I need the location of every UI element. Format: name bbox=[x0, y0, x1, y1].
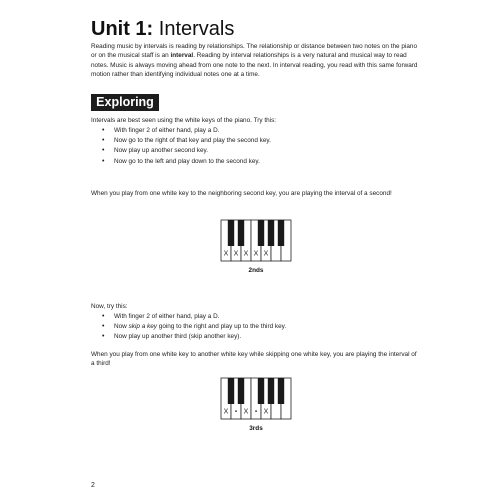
seconds-caption: 2nds bbox=[248, 267, 264, 274]
list-item: • With finger 2 of either hand, play a D. bbox=[91, 126, 271, 136]
list-item: • Now play up another second key. bbox=[91, 146, 271, 156]
thirds-caption: 3rds bbox=[249, 425, 263, 432]
thirds-summary: When you play from one white key to another white key while skipping one white key, you are playing the interval of a third! bbox=[91, 351, 417, 368]
played-key-mark: X bbox=[253, 250, 259, 258]
page-title bbox=[91, 17, 234, 41]
black-key bbox=[258, 378, 264, 404]
played-key-mark: X bbox=[223, 250, 229, 258]
black-key bbox=[238, 220, 244, 246]
black-key bbox=[278, 220, 284, 246]
list-item: • With finger 2 of either hand, play a D. bbox=[91, 312, 286, 322]
section-banner-exploring: Exploring bbox=[91, 94, 159, 111]
seconds-summary: When you play from one white key to the neighboring second key, you are playing the interval of a second! bbox=[91, 190, 392, 197]
emphasis-text: skip a key bbox=[128, 323, 157, 331]
black-key bbox=[258, 220, 264, 246]
list-item: • Now play up another third (skip another key). bbox=[91, 332, 286, 342]
unit-name: Intervals bbox=[153, 18, 235, 40]
black-key bbox=[228, 220, 234, 246]
exploring-lead: Intervals are best seen using the white keys of the piano. Try this: bbox=[91, 117, 277, 124]
list-item: • Now go to the left and play down to the second key. bbox=[91, 157, 271, 167]
played-key-mark: X bbox=[263, 250, 269, 258]
black-key bbox=[278, 378, 284, 404]
played-key-mark: X bbox=[233, 250, 239, 258]
thirds-steps bbox=[91, 312, 286, 343]
unit-label: Unit 1: bbox=[91, 18, 154, 40]
black-key bbox=[238, 378, 244, 404]
skipped-key-mark: • bbox=[234, 409, 238, 416]
played-key-mark: X bbox=[243, 408, 249, 416]
skipped-key-mark: • bbox=[254, 409, 258, 416]
black-key bbox=[268, 220, 274, 246]
list-item: • Now go to the right of that key and play the second key. bbox=[91, 136, 271, 146]
played-key-mark: X bbox=[243, 250, 249, 258]
played-key-mark: X bbox=[223, 408, 229, 416]
list-item: • Now skip a key going to the right and play up to the third key. bbox=[91, 322, 286, 332]
played-key-mark: X bbox=[263, 408, 269, 416]
thirds-lead: Now, try this: bbox=[91, 303, 128, 310]
piano-keyboard-icon bbox=[220, 377, 292, 420]
black-key bbox=[268, 378, 274, 404]
black-key bbox=[228, 378, 234, 404]
exploring-steps bbox=[91, 126, 271, 167]
interval-term: interval bbox=[170, 52, 194, 60]
page-number: 2 bbox=[91, 482, 95, 489]
intro-paragraph: Reading music by intervals is reading by relationships. The relationship or distance between two notes on the piano or on the musical staff is an interval. Reading by interval relationships is a very natural and musical way to read notes. Music is always moving ahead from one note to the next. In interval reading, you read with this same forward motion rather than identifying individual notes one at a time. bbox=[91, 43, 418, 78]
piano-keyboard-icon bbox=[220, 219, 292, 262]
